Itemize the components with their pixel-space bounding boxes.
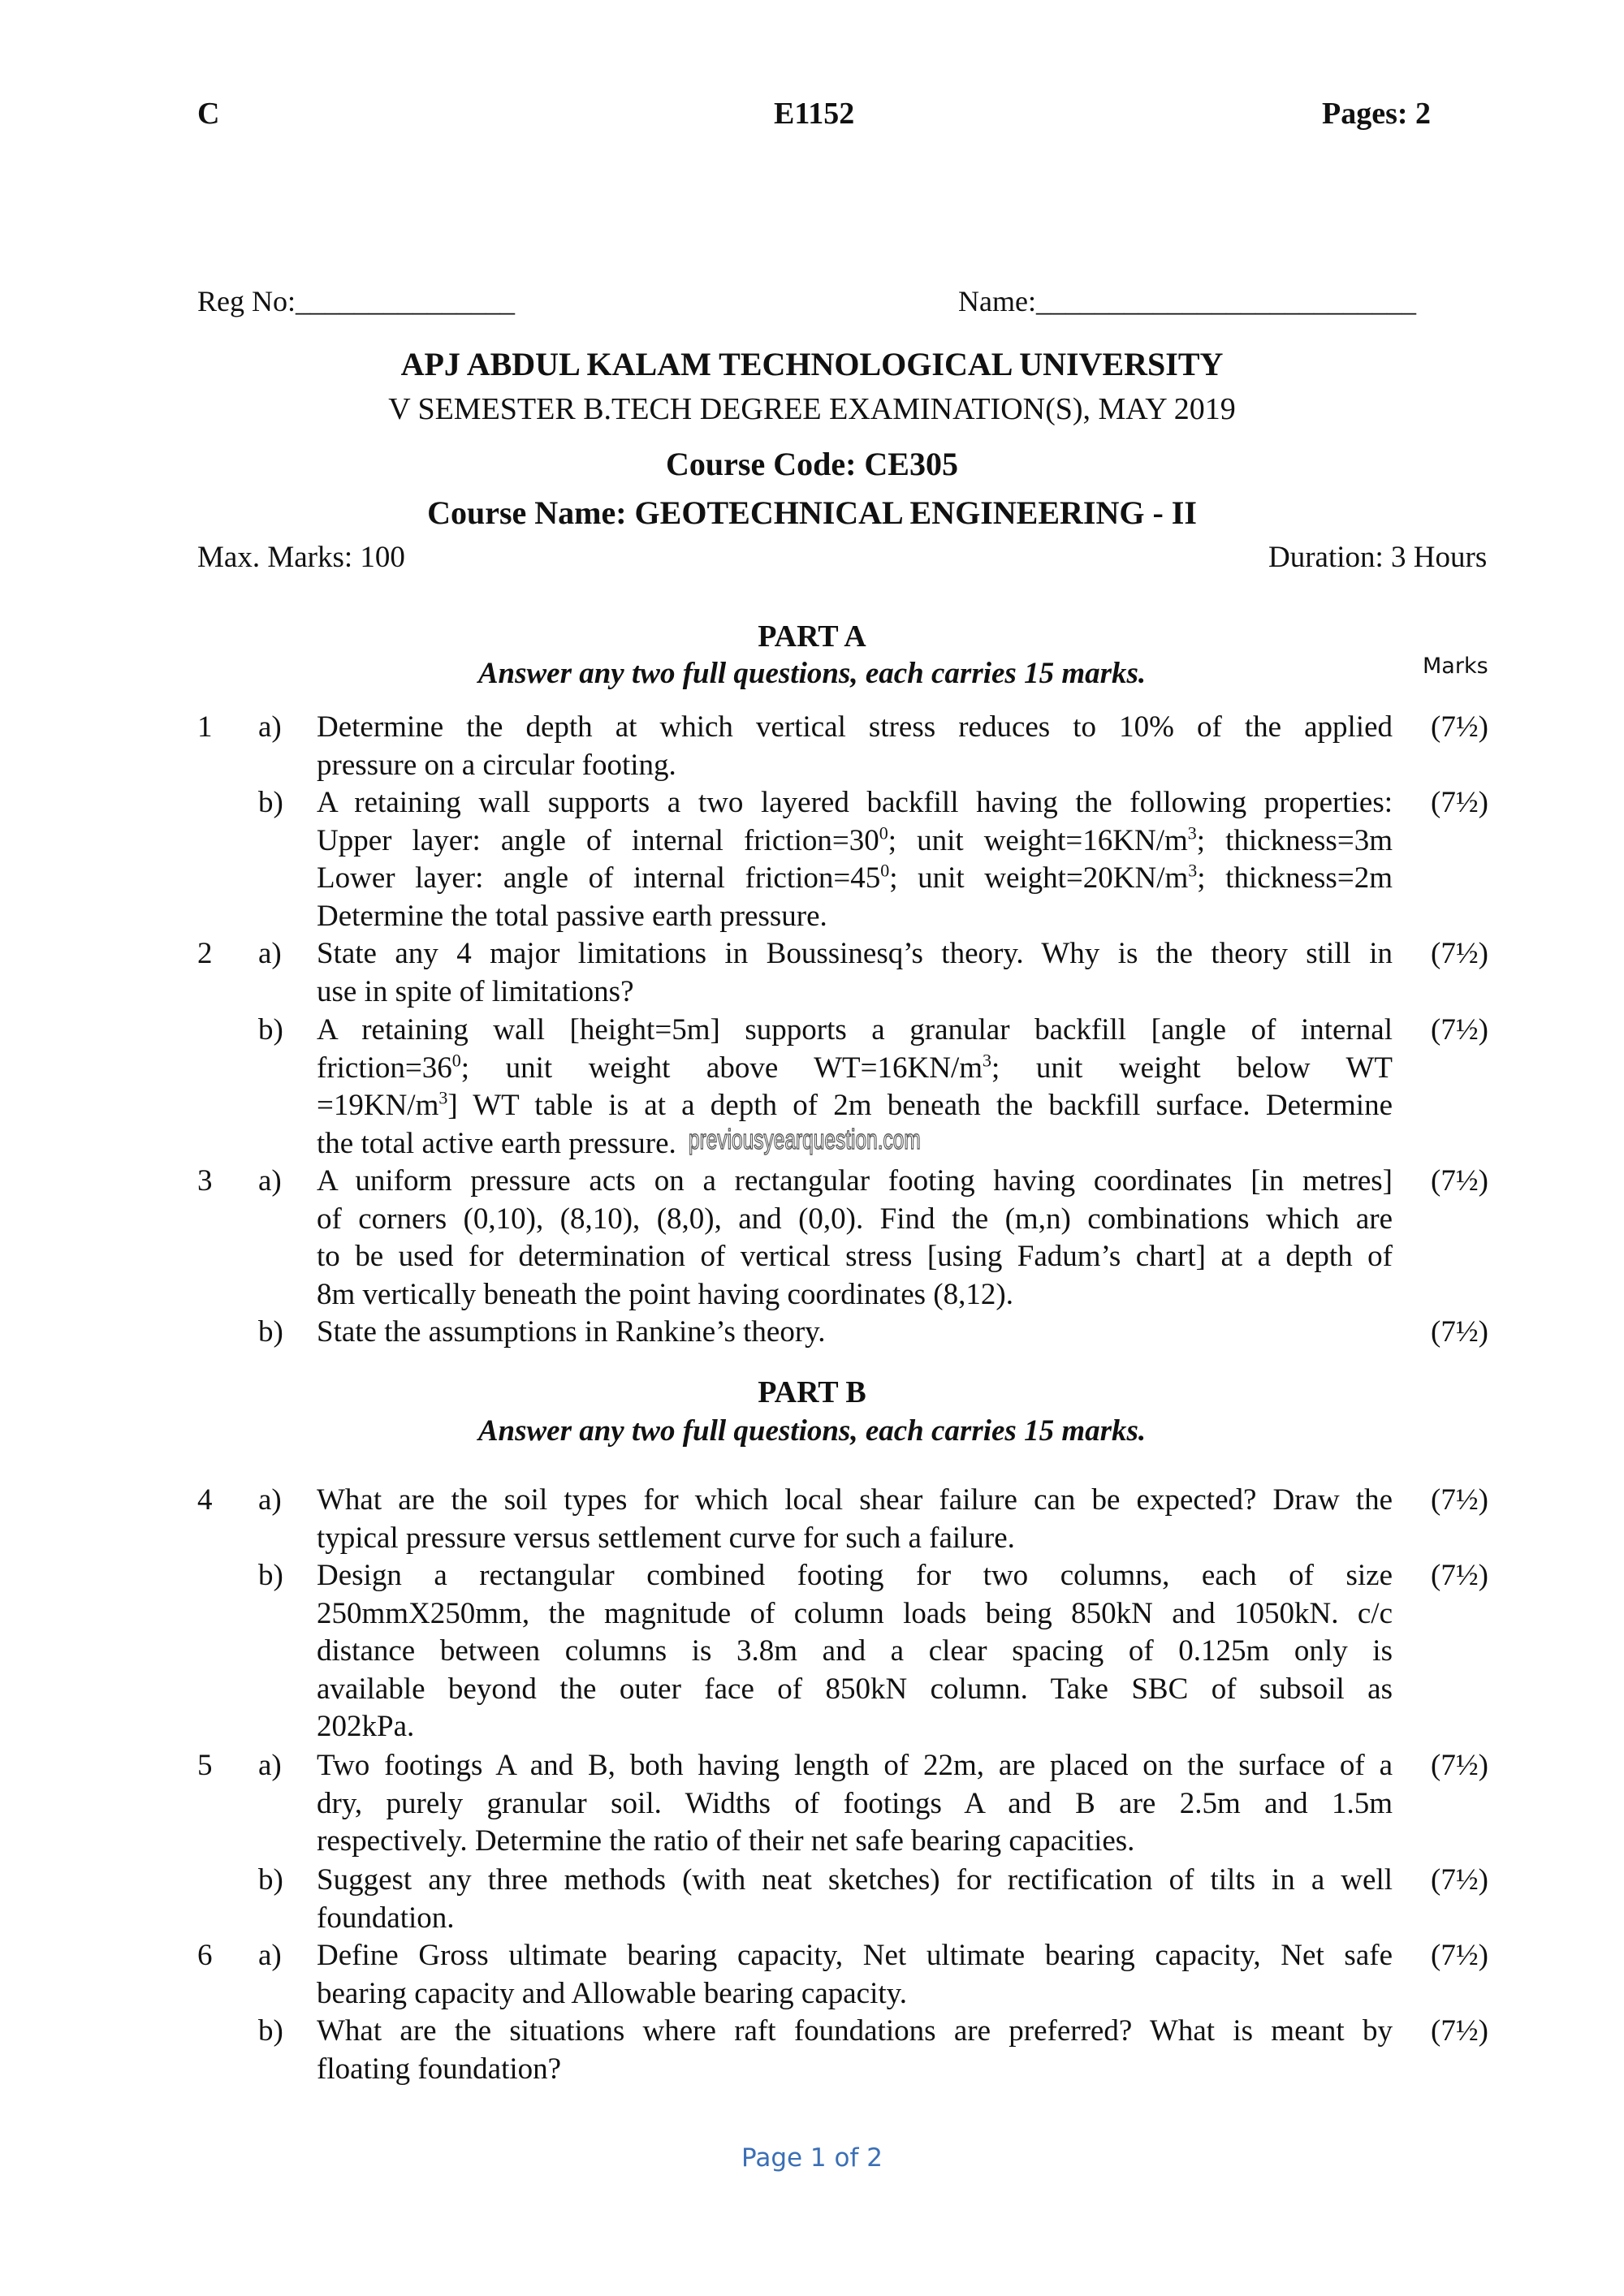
question-number: 1 bbox=[197, 710, 213, 744]
question-text-line: $=19KN/m^3$] WT table is at a depth of 2m beneath the backfill surface. Determine bbox=[317, 1087, 1393, 1122]
question-number: 6 bbox=[197, 1939, 213, 1972]
watermark: previousyearquestion.com bbox=[689, 1124, 921, 1155]
sub-question-label: b) bbox=[258, 786, 283, 819]
marks-value: (7½) bbox=[1431, 1749, 1488, 1782]
question-text bbox=[317, 1482, 1393, 1557]
question-text-line: State the assumptions in Rankine’s theory. bbox=[317, 1315, 826, 1349]
question-text-line: Lower layer: angle of internal $friction=45^0$; unit $weight=20KN/m^3$; thickness=2m bbox=[317, 860, 1393, 895]
page-count: Pages: 2 bbox=[1322, 97, 1432, 131]
question-text-line: What are the situations where raft foundations are preferred? What is meant by bbox=[317, 2014, 1393, 2048]
question-text-line: foundation. bbox=[317, 1901, 455, 1935]
sub-question-label: a) bbox=[258, 1749, 282, 1782]
marks-value: (7½) bbox=[1431, 2014, 1488, 2048]
sub-question-label: b) bbox=[258, 1315, 283, 1349]
question-text bbox=[317, 1747, 1393, 1861]
part-b-title: PART B bbox=[758, 1375, 866, 1409]
max-marks: Max. Marks: 100 bbox=[197, 541, 405, 574]
reg-no-field: Reg No:_______________ bbox=[197, 285, 515, 317]
question-text-line: bearing capacity and Allowable bearing capacity. bbox=[317, 1976, 907, 2010]
question-text-line: Determine the total passive earth pressure. bbox=[317, 899, 827, 933]
question-text-line: Suggest any three methods (with neat sketches) for rectification of tilts in a well bbox=[317, 1863, 1393, 1897]
exam-title: V SEMESTER B.TECH DEGREE EXAMINATION(S), MAY 2019 bbox=[388, 392, 1236, 426]
question-text bbox=[317, 935, 1393, 1011]
duration: Duration: 3 Hours bbox=[1268, 541, 1488, 574]
sub-question-label: b) bbox=[258, 1013, 283, 1047]
sub-question-label: a) bbox=[258, 710, 282, 744]
marks-value: (7½) bbox=[1431, 1315, 1488, 1349]
question-text-line: 250mmX250mm, the magnitude of column loads being 850kN and 1050kN. c/c bbox=[317, 1596, 1393, 1630]
question-text-line: available beyond the outer face of 850kN column. Take SBC of subsoil as bbox=[317, 1672, 1393, 1706]
sub-question-label: b) bbox=[258, 2014, 283, 2048]
question-text bbox=[317, 1557, 1393, 1746]
name-field: Name:__________________________ bbox=[958, 285, 1416, 317]
marks-value: (7½) bbox=[1431, 1863, 1488, 1897]
sub-question-label: a) bbox=[258, 937, 282, 970]
marks-value: (7½) bbox=[1431, 937, 1488, 970]
paper-set-letter: C bbox=[197, 97, 220, 131]
question-text-line: typical pressure versus settlement curve for such a failure. bbox=[317, 1521, 1015, 1555]
question-text-line: What are the soil types for which local shear failure can be expected? Draw the bbox=[317, 1483, 1393, 1517]
question-number: 2 bbox=[197, 937, 213, 970]
question-text-line: Define Gross ultimate bearing capacity, Net ultimate bearing capacity, Net safe bbox=[317, 1939, 1393, 1972]
part-b-instruction: Answer any two full questions, each carries 15 marks. bbox=[477, 1414, 1147, 1448]
question-text-line: pressure on a circular footing. bbox=[317, 748, 676, 782]
marks-value: (7½) bbox=[1431, 1164, 1488, 1198]
page-footer: Page 1 of 2 bbox=[741, 2143, 883, 2173]
marks-value: (7½) bbox=[1431, 710, 1488, 744]
question-number: 4 bbox=[197, 1483, 213, 1517]
question-text-line: Determine the depth at which vertical stress reduces to 10% of the applied bbox=[317, 710, 1393, 744]
question-text-line: 8m vertically beneath the point having coordinates (8,12). bbox=[317, 1277, 1013, 1311]
marks-value: (7½) bbox=[1431, 1939, 1488, 1972]
marks-value: (7½) bbox=[1431, 1559, 1488, 1592]
university-name: APJ ABDUL KALAM TECHNOLOGICAL UNIVERSITY bbox=[400, 346, 1224, 382]
part-a-title: PART A bbox=[758, 619, 866, 654]
question-text-line: A uniform pressure acts on a rectangular footing having coordinates [in metres] bbox=[317, 1164, 1393, 1198]
question-text bbox=[317, 1314, 1393, 1352]
question-text-line: respectively. Determine the ratio of their net safe bearing capacities. bbox=[317, 1824, 1135, 1858]
marks-value: (7½) bbox=[1431, 1483, 1488, 1517]
sub-question-label: a) bbox=[258, 1483, 282, 1517]
course-name: Course Name: GEOTECHNICAL ENGINEERING - II bbox=[427, 494, 1197, 531]
question-text-line: A retaining wall supports a two layered backfill having the following properties: bbox=[317, 786, 1393, 819]
marks-value: (7½) bbox=[1431, 1013, 1488, 1047]
question-text-line: Upper layer: angle of internal $friction=30^0$; unit $weight=16KN/m^3$; thickness=3m bbox=[317, 822, 1393, 857]
part-a-instruction: Answer any two full questions, each carries 15 marks. bbox=[477, 657, 1147, 690]
paper-code: E1152 bbox=[774, 97, 855, 131]
question-text-line: 202kPa. bbox=[317, 1710, 415, 1743]
question-text bbox=[317, 709, 1393, 784]
marks-value: (7½) bbox=[1431, 786, 1488, 819]
question-number: 3 bbox=[197, 1164, 213, 1198]
marks-column-header: Marks bbox=[1423, 654, 1488, 679]
question-text-line: Two footings A and B, both having length of 22m, are placed on the surface of a bbox=[317, 1749, 1393, 1782]
course-code: Course Code: CE305 bbox=[666, 446, 958, 482]
sub-question-label: b) bbox=[258, 1863, 283, 1897]
question-text-line: State any 4 major limitations in Boussinesq’s theory. Why is the theory still in bbox=[317, 937, 1393, 970]
question-text bbox=[317, 1937, 1393, 2013]
question-text-line: distance between columns is 3.8m and a clear spacing of 0.125m only is bbox=[317, 1634, 1393, 1668]
question-text-line: of corners (0,10), (8,10), (8,0), and (0,0). Find the (m,n) combinations which are bbox=[317, 1202, 1393, 1236]
question-text-line: floating foundation? bbox=[317, 2052, 562, 2086]
sub-question-label: a) bbox=[258, 1939, 282, 1972]
question-text bbox=[317, 784, 1393, 935]
question-text-line: use in spite of limitations? bbox=[317, 974, 634, 1008]
question-text bbox=[317, 1862, 1393, 1937]
sub-question-label: a) bbox=[258, 1164, 282, 1198]
question-text-line: dry, purely granular soil. Widths of footings A and B are 2.5m and 1.5m bbox=[317, 1786, 1393, 1820]
question-text-line: Design a rectangular combined footing for two columns, each of size bbox=[317, 1559, 1393, 1592]
sub-question-label: b) bbox=[258, 1559, 283, 1592]
question-text-line: A retaining wall [height=5m] supports a granular backfill [angle of internal bbox=[317, 1013, 1393, 1047]
question-text-line: $friction=36^0$; unit weight above $WT=16KN/m^3$; unit weight below WT bbox=[317, 1050, 1393, 1085]
question-text-line: to be used for determination of vertical stress [using Fadum’s chart] at a depth of bbox=[317, 1240, 1393, 1273]
question-text bbox=[317, 2013, 1393, 2088]
question-text-line: the total active earth pressure. bbox=[317, 1126, 676, 1160]
question-number: 5 bbox=[197, 1749, 213, 1782]
question-text bbox=[317, 1163, 1393, 1314]
